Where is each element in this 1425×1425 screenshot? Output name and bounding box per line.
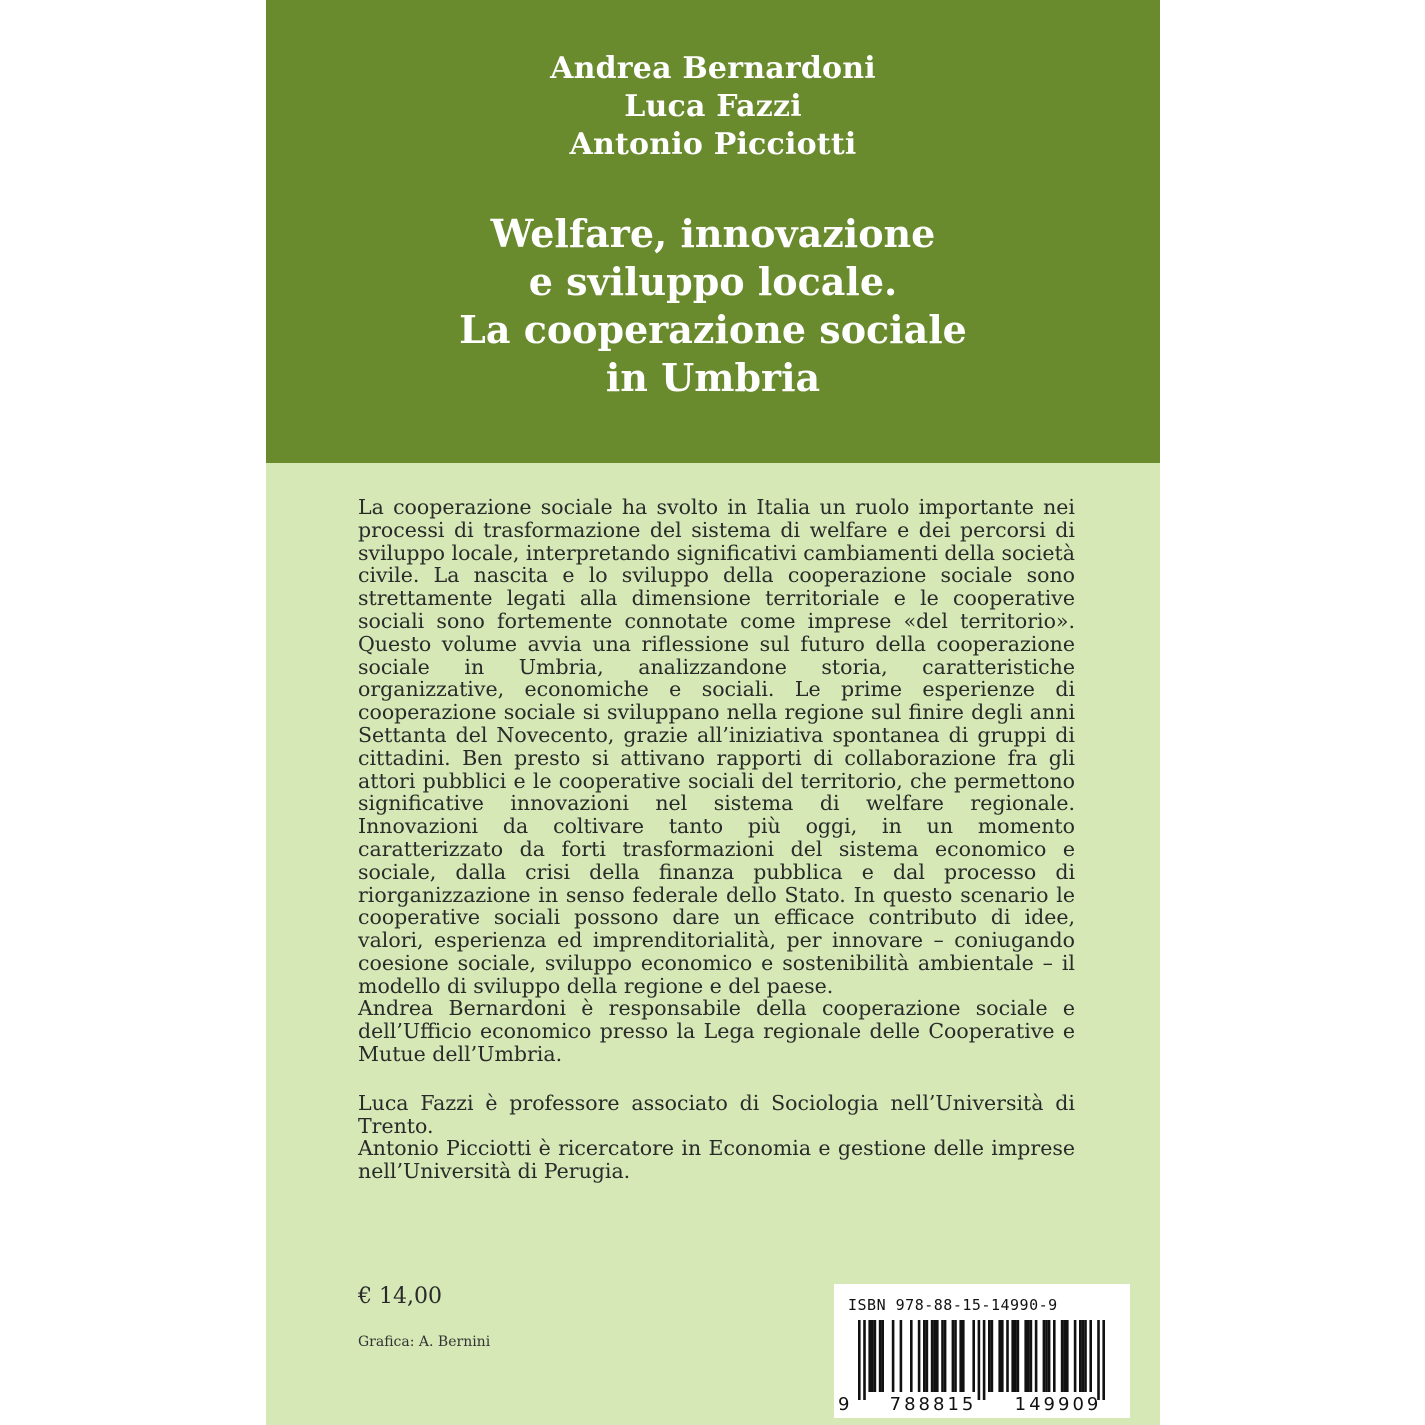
barcode-bar [1074, 1320, 1077, 1392]
barcode-bar [933, 1320, 936, 1392]
barcode-bar [1089, 1320, 1092, 1392]
book-blurb: La cooperazione sociale ha svolto in Italia un ruolo importante nei processi di trasformazione del sistema di welfare e dei percorsi di sviluppo locale, interpretando significativi cambiamenti della società civile. La nascita e lo sviluppo della cooperazione sociale sono strettamente legati alla dimensione territoriale e le cooperative sociali sono fortemente connotate come imprese «del territorio». Questo volume avvia una riflessione sul futuro della cooperazione sociale in Umbria, analizzandone storia, caratteristiche organizzative, economiche e sociali. Le prime esperienze di cooperazione sociale si sviluppano nella regione sul finire degli anni Settanta del Novecento, grazie all’iniziativa spontanea di gruppi di cittadini. Ben presto si attivano rapporti di collaborazione fra gli attori pubblici e le cooperative sociali del territorio, che permettono significative innovazioni nel sistema di welfare regionale. Innovazioni da coltivare tanto più oggi, in un momento caratterizzato da forti trasformazioni del sistema economico e sociale, dalla crisi della finanza pubblica e dal processo di riorganizzazione in senso federale dello Stato. In questo scenario le cooperative sociali possono dare un efficace contributo di idee, valori, esperienza ed imprenditorialità, per innovare – coniugando coesione sociale, sviluppo economico e sostenibilità ambientale – il modello di sviluppo della regione e del paese. [358, 495, 1075, 998]
title-line: in Umbria [605, 355, 821, 400]
author-bio: Luca Fazzi è professore associato di Sociologia nell’Università di Trento. [358, 1091, 1075, 1138]
barcode-bar [1079, 1320, 1082, 1392]
barcode-bar [954, 1320, 957, 1392]
barcode-bar [1006, 1320, 1009, 1392]
barcode-bar [1024, 1320, 1027, 1392]
barcode-bar [952, 1320, 955, 1392]
book-title [266, 210, 1160, 402]
barcode-bar [1082, 1320, 1085, 1392]
barcode-bar [1063, 1320, 1066, 1392]
barcode-bar [1097, 1320, 1100, 1400]
barcode-bar [944, 1320, 947, 1392]
barcode-bar [868, 1320, 871, 1392]
title-line: Welfare, innovazione [490, 211, 936, 256]
barcode-bar [988, 1320, 991, 1392]
barcode-bar [1035, 1320, 1038, 1392]
author-name: Antonio Picciotti [569, 127, 857, 162]
barcode-bar [959, 1320, 962, 1392]
barcode-bar [874, 1320, 877, 1392]
design-credit: Grafica: A. Bernini [358, 1334, 491, 1350]
barcode-bar [936, 1320, 939, 1392]
barcode-bar [1017, 1320, 1020, 1392]
title-line: e sviluppo locale. [528, 259, 898, 304]
title-line: La cooperazione sociale [459, 307, 967, 352]
barcode-bar [978, 1320, 981, 1400]
barcode-bar [1001, 1320, 1004, 1392]
barcode-bar [923, 1320, 926, 1392]
barcode-bar [941, 1320, 944, 1392]
barcode-bar [1030, 1320, 1033, 1392]
barcode-bar [1102, 1320, 1105, 1400]
barcode-bar [892, 1320, 895, 1392]
author-name: Andrea Bernardoni [550, 51, 876, 86]
barcode-bar [881, 1320, 884, 1392]
barcode-bar [1084, 1320, 1087, 1392]
back-cover [266, 0, 1160, 1425]
price-label: € 14,00 [358, 1284, 442, 1309]
barcode-bar [1043, 1320, 1046, 1392]
barcode-bar [1045, 1320, 1048, 1392]
barcode-bar [858, 1320, 861, 1400]
barcode-bar [1061, 1320, 1064, 1392]
author-bio: Andrea Bernardoni è responsabile della cooperazione sociale e dell’Ufficio economico presso la Lega regionale delle Cooperative e Mutue dell’Umbria. [358, 996, 1075, 1066]
author-list [266, 50, 1160, 164]
barcode-bar [871, 1320, 874, 1392]
author-bio: Antonio Picciotti è ricercatore in Economia e gestione delle imprese nell’Università di Perugia. [358, 1136, 1075, 1183]
barcode-bar [900, 1320, 903, 1392]
barcode-bar [1011, 1320, 1014, 1392]
barcode-bar [879, 1320, 882, 1392]
barcode-bar [962, 1320, 965, 1392]
barcode-bar [918, 1320, 921, 1392]
isbn-label: ISBN 978-88-15-14990-9 [848, 1296, 1058, 1314]
barcode-panel [834, 1284, 1130, 1418]
barcode-bar [1048, 1320, 1051, 1392]
barcode-bar [863, 1320, 866, 1400]
barcode-bar [991, 1320, 994, 1392]
barcode-bar [931, 1320, 934, 1392]
barcode-bar [1066, 1320, 1069, 1392]
barcode-bar [1053, 1320, 1056, 1392]
barcode-bar [983, 1320, 986, 1400]
ean-digits [834, 1392, 1130, 1416]
ean-first-digit: 9 [838, 1394, 850, 1415]
barcode-bar [910, 1320, 913, 1392]
author-name: Luca Fazzi [624, 89, 802, 124]
ean-right-digits: 149909 [1014, 1394, 1102, 1415]
barcode-bar [1014, 1320, 1017, 1392]
barcode-bar [926, 1320, 929, 1392]
barcode-bar [998, 1320, 1001, 1392]
title-band [266, 0, 1160, 463]
barcode-bar [972, 1320, 975, 1392]
ean-left-digits: 788815 [889, 1394, 977, 1415]
barcode-bar [1027, 1320, 1030, 1392]
